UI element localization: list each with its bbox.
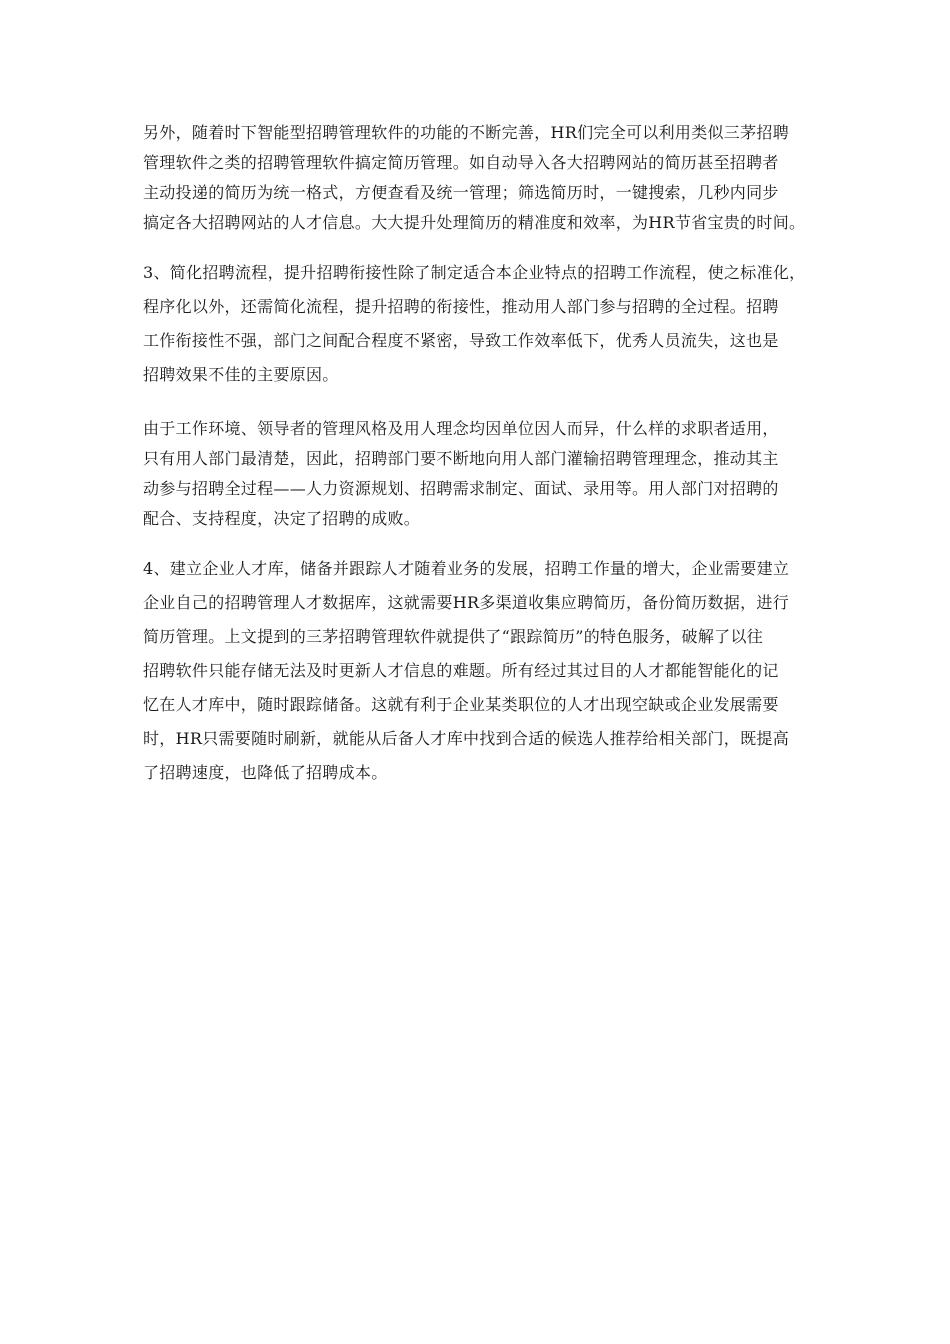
text-line: 搞定各大招聘网站的人才信息。大大提升处理简历的精准度和效率，为HR节省宝贵的时间。 [143,213,806,232]
text-line: 管理软件之类的招聘管理软件搞定简历管理。如自动导入各大招聘网站的简历甚至招聘者 [143,153,779,172]
text-line: 工作衔接性不强，部门之间配合程度不紧密，导致工作效率低下，优秀人员流失，这也是 [143,331,779,350]
text-line: 招聘效果不佳的主要原因。 [143,365,339,384]
paragraph-spacer [143,534,833,552]
text-line: 程序化以外，还需简化流程，提升招聘的衔接性，推动用人部门参与招聘的全过程。招聘 [143,297,779,316]
text-line: 简历管理。上文提到的三茅招聘管理软件就提供了“跟踪简历”的特色服务，破解了以往 [143,627,764,646]
paragraph-spacer [143,238,833,256]
paragraph-resume-management [143,118,833,238]
document-body [143,118,833,790]
paragraph-spacer [143,392,833,414]
text-line: 3、简化招聘流程，提升招聘衔接性除了制定适合本企业特点的招聘工作流程，使之标准化， [143,263,806,282]
text-line: 招聘软件只能存储无法及时更新人才信息的难题。所有经过其过目的人才都能智能化的记 [143,661,779,680]
text-line: 只有用人部门最清楚，因此，招聘部门要不断地向用人部门灌输招聘管理理念，推动其主 [143,449,779,468]
text-line: 动参与招聘全过程——人力资源规划、招聘需求制定、面试、录用等。用人部门对招聘的 [143,479,779,498]
paragraph-department-cooperation [143,414,833,534]
text-line: 由于工作环境、领导者的管理风格及用人理念均因单位因人而异，什么样的求职者适用， [143,419,779,438]
text-line: 了招聘速度，也降低了招聘成本。 [143,763,388,782]
text-line: 时，HR只需要随时刷新，就能从后备人才库中找到合适的候选人推荐给相关部门，既提高 [143,729,790,748]
paragraph-simplify-process [143,256,833,392]
text-line: 另外，随着时下智能型招聘管理软件的功能的不断完善，HR们完全可以利用类似三茅招聘 [143,123,790,142]
text-line: 忆在人才库中，随时跟踪储备。这就有利于企业某类职位的人才出现空缺或企业发展需要 [143,695,779,714]
paragraph-talent-pool [143,552,833,790]
text-line: 4、建立企业人才库，储备并跟踪人才随着业务的发展，招聘工作量的增大，企业需要建立 [143,559,790,578]
text-line: 企业自己的招聘管理人才数据库，这就需要HR多渠道收集应聘简历，备份简历数据，进行 [143,593,790,612]
text-line: 配合、支持程度，决定了招聘的成败。 [143,509,421,528]
text-line: 主动投递的简历为统一格式，方便查看及统一管理；筛选简历时，一键搜索，几秒内同步 [143,183,779,202]
